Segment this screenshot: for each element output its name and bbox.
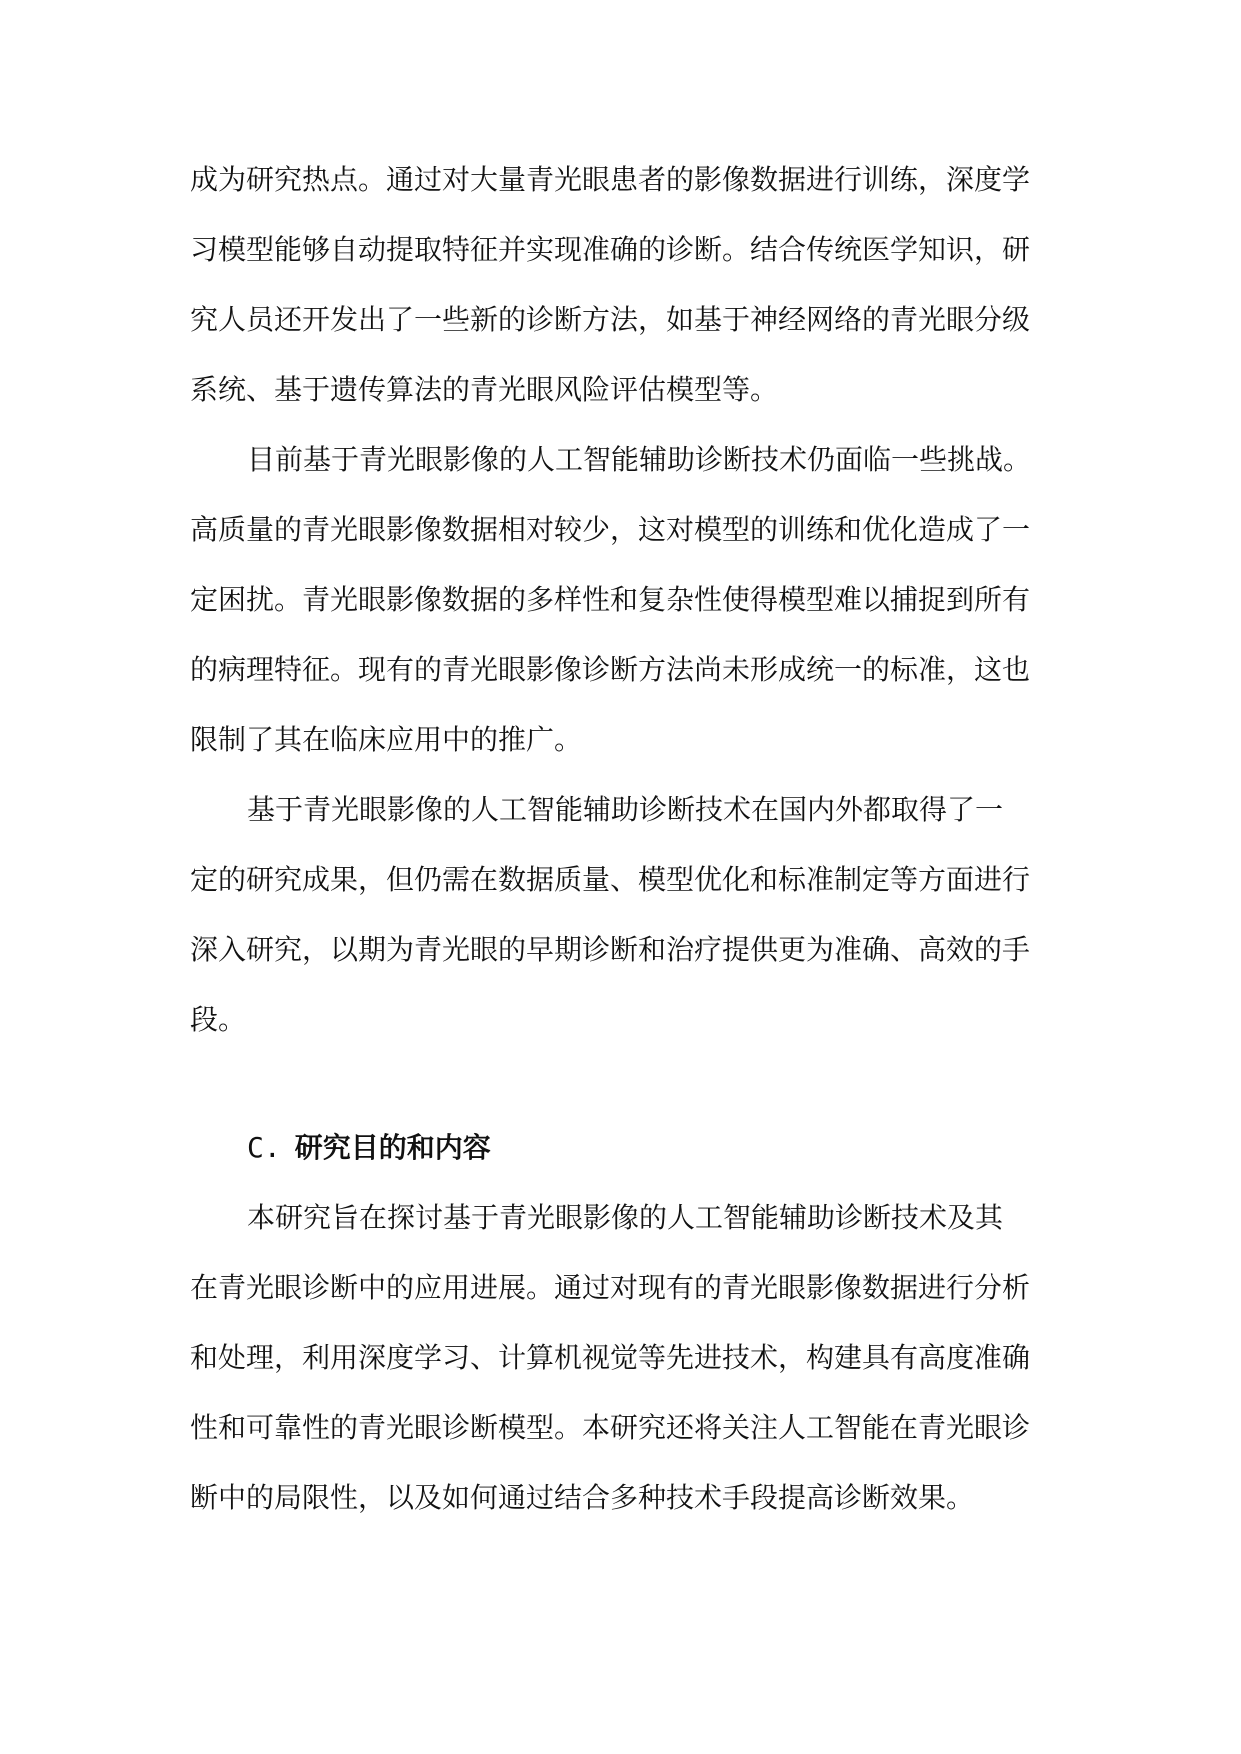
paragraph-line: 限制了其在临床应用中的推广。 [190, 723, 583, 756]
paragraph-line: 基于青光眼影像的人工智能辅助诊断技术在国内外都取得了一 [247, 793, 1004, 826]
paragraph-line: 段。 [190, 1003, 247, 1036]
document-body [190, 145, 1060, 1533]
paragraph-line: 在青光眼诊断中的应用进展。通过对现有的青光眼影像数据进行分析 [190, 1271, 1031, 1304]
paragraph-line: 目前基于青光眼影像的人工智能辅助诊断技术仍面临一些挑战。 [247, 443, 1032, 476]
paragraph-line: 断中的局限性，以及如何通过结合多种技术手段提高诊断效果。 [190, 1481, 975, 1514]
paragraph-line: 习模型能够自动提取特征并实现准确的诊断。结合传统医学知识，研 [190, 233, 1031, 266]
paragraph-line: 成为研究热点。通过对大量青光眼患者的影像数据进行训练，深度学 [190, 163, 1031, 196]
paragraph-2 [190, 425, 1060, 775]
paragraph-3 [190, 775, 1060, 1055]
paragraph-4 [190, 1183, 1060, 1533]
paragraph-line: 本研究旨在探讨基于青光眼影像的人工智能辅助诊断技术及其 [247, 1201, 1004, 1234]
paragraph-line: 系统、基于遗传算法的青光眼风险评估模型等。 [190, 373, 779, 406]
paragraph-line: 究人员还开发出了一些新的诊断方法，如基于神经网络的青光眼分级 [190, 303, 1031, 336]
paragraph-line: 定困扰。青光眼影像数据的多样性和复杂性使得模型难以捕捉到所有 [190, 583, 1031, 616]
paragraph-line: 的病理特征。现有的青光眼影像诊断方法尚未形成统一的标准，这也 [190, 653, 1031, 686]
paragraph-line: 和处理，利用深度学习、计算机视觉等先进技术，构建具有高度准确 [190, 1341, 1031, 1374]
section-title: 研究目的和内容 [294, 1131, 491, 1164]
paragraph-line: 高质量的青光眼影像数据相对较少，这对模型的训练和优化造成了一 [190, 513, 1031, 546]
paragraph-line: 定的研究成果，但仍需在数据质量、模型优化和标准制定等方面进行 [190, 863, 1031, 896]
paragraph-line: 深入研究，以期为青光眼的早期诊断和治疗提供更为准确、高效的手 [190, 933, 1031, 966]
paragraph-line: 性和可靠性的青光眼诊断模型。本研究还将关注人工智能在青光眼诊 [190, 1411, 1031, 1444]
section-heading [190, 1113, 1060, 1183]
section-letter: C. [247, 1131, 281, 1164]
paragraph-1 [190, 145, 1060, 425]
